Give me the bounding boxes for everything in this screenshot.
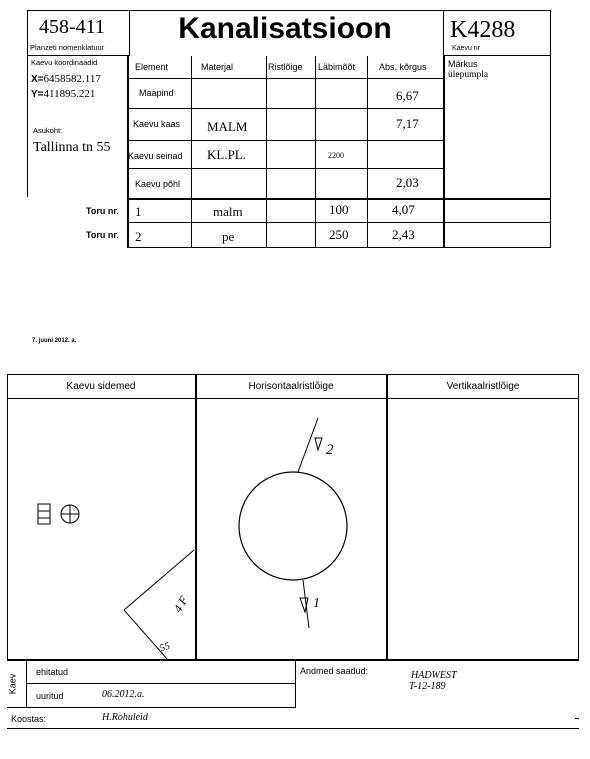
pipe-line-bottom <box>303 580 309 628</box>
x-value: 6458582.117 <box>43 73 101 85</box>
row-element: Kaevu põhl <box>135 179 181 189</box>
built-label: ehitatud <box>36 667 69 677</box>
author-label: Koostas: <box>11 714 47 724</box>
data-source-value-2: T-12-189 <box>409 681 446 692</box>
y-coordinate <box>31 88 95 100</box>
col-header-cross: Ristlõige <box>268 62 303 72</box>
well-circle <box>239 472 347 580</box>
pipe-top-label: 2 <box>326 442 334 458</box>
row-element: Kaevu kaas <box>133 119 181 129</box>
data-source-value-1: HADWEST <box>411 670 457 681</box>
pipe-label: Toru nr. <box>86 230 119 240</box>
footer-side-divider <box>26 660 27 708</box>
pipe-rows-frame <box>127 197 551 248</box>
table-hline <box>127 108 443 109</box>
row-element: Maapind <box>139 88 174 98</box>
row-diameter: 2200 <box>328 151 344 160</box>
author-line <box>7 728 579 729</box>
arrow-top-icon <box>315 438 322 450</box>
pipe-elevation: 4,07 <box>392 202 415 217</box>
surveyed-label: uuritud <box>36 691 64 701</box>
col-header-remark: Märkus <box>448 59 478 69</box>
y-label: Y= <box>31 89 44 100</box>
remark-value: ülepumpla <box>448 70 489 80</box>
pipe-material: malm <box>213 204 243 219</box>
pipe-diameter: 100 <box>329 202 349 217</box>
address-label: Asukoht: <box>33 126 63 135</box>
pipe-number: 2 <box>135 229 142 244</box>
row-elevation: 6,67 <box>396 88 419 103</box>
pipe-diameter: 250 <box>329 227 349 242</box>
sheet-number-cell <box>27 10 130 56</box>
well-number: K4288 <box>450 17 516 43</box>
sketch-divider <box>386 374 388 660</box>
footer-row-divider <box>26 683 296 684</box>
date-note: 7. juuni 2012. a. <box>32 338 77 344</box>
author-value: H.Rohuleid <box>102 712 148 723</box>
footer-side-label: Kaev <box>7 673 18 695</box>
x-label: X= <box>31 74 44 85</box>
pipe-material: pe <box>222 229 235 244</box>
y-value: 411895.221 <box>43 88 96 100</box>
pipe-elevation: 2,43 <box>392 227 415 242</box>
well-symbol-icon <box>38 504 79 524</box>
horizontal-sketch <box>196 400 386 659</box>
well-number-cell <box>443 10 551 56</box>
row-elevation: 7,17 <box>396 116 419 131</box>
well-label: Kaevu nr <box>452 45 481 52</box>
coord-label: Kaevu koordinaadid <box>31 58 98 67</box>
left-column-bottom-line <box>27 197 127 199</box>
col-header-diameter: Läbimõõt <box>318 62 356 72</box>
address-value: Tallinna tn 55 <box>33 140 111 155</box>
col-header-material: Materjal <box>201 62 234 72</box>
table-hline <box>127 140 443 141</box>
sketch-header-line <box>7 398 579 399</box>
col-header-element: Element <box>135 62 169 72</box>
section-title-horizontal: Horisontaalristlõige <box>248 381 334 392</box>
page-title: Kanalisatsioon <box>178 12 392 45</box>
table-hline <box>127 78 443 79</box>
section-title-links: Kaevu sidemed <box>66 381 136 392</box>
data-source-label: Andmed saadud: <box>300 666 369 676</box>
table-hline <box>127 168 443 169</box>
section-title-vertical: Vertikaalristlõige <box>446 381 520 392</box>
building-number: 55 <box>158 640 172 655</box>
links-sketch <box>8 400 195 659</box>
pipe-number: 1 <box>135 204 142 219</box>
surveyed-value: 06.2012.a. <box>102 689 145 700</box>
row-element: Kaevu seinad <box>128 151 183 161</box>
row-material: MALM <box>207 119 248 134</box>
x-coordinate <box>31 73 101 85</box>
building-label: 4 F <box>170 593 191 615</box>
col-header-elevation: Abs. kõrgus <box>379 62 427 72</box>
row-material: KL.PL. <box>207 147 246 162</box>
sheet-label: Planzeti nomenklatuur <box>30 43 105 52</box>
sheet-number: 458-411 <box>39 16 105 38</box>
pipe-bottom-label: 1 <box>313 596 320 611</box>
pipe-line-top <box>298 418 318 472</box>
pipe-label: Toru nr. <box>86 206 119 216</box>
row-elevation: 2,03 <box>396 175 419 190</box>
footer-tick <box>575 718 579 719</box>
